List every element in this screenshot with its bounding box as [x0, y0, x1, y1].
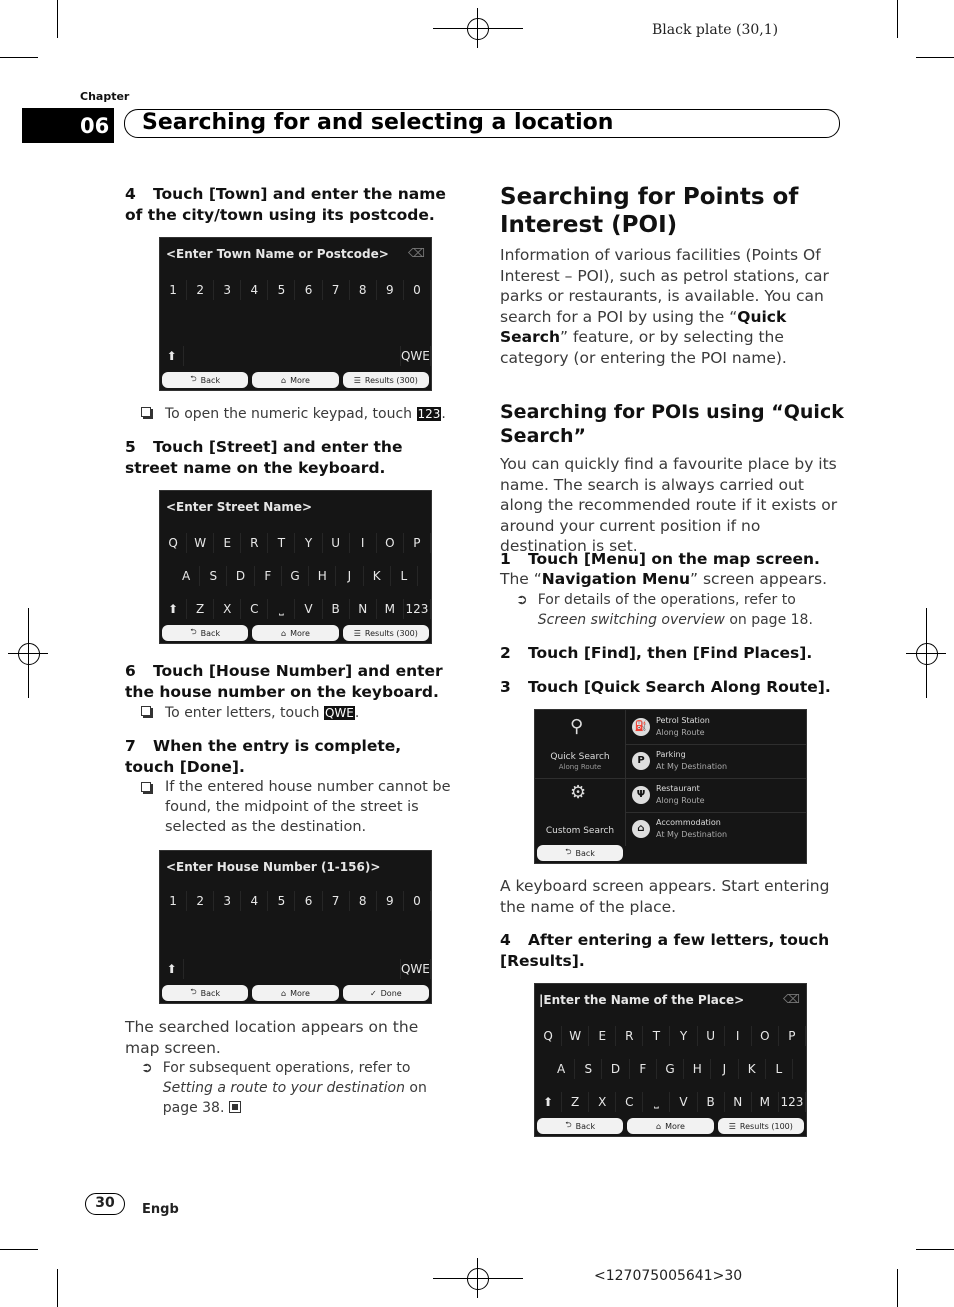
key[interactable]: X	[589, 1092, 616, 1112]
key[interactable]: N	[350, 599, 377, 619]
back-arrow-icon: ⮌	[190, 987, 197, 996]
registration-line	[433, 28, 523, 29]
key[interactable]: S	[200, 566, 227, 586]
key[interactable]: I	[350, 533, 377, 553]
letters-key-chip: QWE	[324, 706, 354, 720]
key[interactable]: X	[214, 599, 241, 619]
registration-line	[433, 1278, 523, 1279]
screen-title	[539, 984, 744, 1016]
ref-link[interactable]: Screen switching overview	[537, 612, 725, 628]
step-text: Touch [Quick Search Along Route].	[528, 678, 831, 696]
more-button[interactable]	[252, 372, 338, 388]
button-label: Back	[200, 628, 221, 638]
poi-label: Accommodation	[656, 818, 721, 827]
key-row-1	[535, 1026, 806, 1046]
keyboard-appears-paragraph: A keyboard screen appears. Start entering the name of the place.	[500, 877, 830, 916]
key[interactable]: Z	[187, 599, 214, 619]
step-number: 4	[500, 931, 511, 949]
screen-buttons	[537, 1118, 804, 1134]
key[interactable]: 4	[241, 891, 268, 911]
poi-row-petrol[interactable]	[626, 710, 806, 745]
step-number: 1	[500, 550, 511, 568]
note-text: To open the numeric keypad, touch	[165, 406, 413, 422]
note-numeric-keypad	[141, 404, 461, 424]
key-row-3	[160, 599, 431, 619]
key[interactable]: C	[616, 1092, 643, 1112]
key[interactable]: U	[698, 1026, 725, 1046]
crop-mark	[916, 57, 954, 58]
more-button[interactable]	[252, 985, 338, 1001]
poi-label: Restaurant	[656, 784, 700, 793]
poi-label: Parking	[656, 750, 686, 759]
home-icon: ⌂	[281, 628, 287, 638]
shift-icon[interactable]: ⬆	[535, 1092, 562, 1112]
back-button[interactable]	[162, 372, 248, 388]
key[interactable]: Q	[535, 1026, 562, 1046]
poi-sublabel: At My Destination	[656, 830, 728, 839]
subsection-heading-quick-search: Searching for POIs using “Quick Search”	[500, 401, 844, 447]
key[interactable]: 123	[779, 1092, 806, 1112]
note-midpoint	[141, 777, 466, 837]
button-label: Back	[575, 1121, 596, 1131]
space-key[interactable]: ⎵	[643, 1092, 670, 1112]
disabled-keys	[184, 959, 401, 979]
registration-mark-icon	[467, 1268, 489, 1290]
checkmark-icon: ✓	[369, 988, 377, 998]
button-label: More	[290, 988, 310, 998]
space-key[interactable]: ⎵	[268, 599, 295, 619]
tile-sublabel: Along Route	[558, 763, 602, 771]
done-button[interactable]	[343, 985, 429, 1001]
back-arrow-icon: ⮌	[565, 1120, 572, 1129]
button-label: Back	[575, 848, 595, 858]
page-number: 30	[85, 1193, 125, 1215]
key[interactable]: 7	[323, 891, 350, 911]
step-1-menu	[500, 549, 845, 570]
note-punct: .	[441, 406, 446, 422]
key[interactable]: B	[698, 1092, 725, 1112]
poi-sublabel: At My Destination	[656, 762, 728, 771]
bottom-key-row	[160, 346, 431, 366]
step-text: Touch [House Number] and enter the house number on the keyboard.	[125, 662, 443, 701]
ref-text: For details of the operations, refer to	[537, 592, 796, 608]
button-label: More	[665, 1121, 685, 1131]
chapter-title: Searching for and selecting a location	[142, 110, 614, 135]
cursor-bar: |	[539, 993, 544, 1007]
street-entry-screen	[159, 490, 432, 644]
key[interactable]: R	[241, 533, 268, 553]
section-heading-poi: Searching for Points of Interest (POI)	[500, 184, 799, 238]
registration-line	[477, 1258, 478, 1298]
key[interactable]: P	[404, 533, 431, 553]
ref-text: on page 18.	[729, 612, 813, 628]
step-3-quick-search	[500, 677, 845, 698]
button-label: More	[290, 628, 310, 638]
key[interactable]: K	[364, 566, 391, 586]
list-icon: ☰	[728, 1121, 736, 1131]
home-icon: ⌂	[656, 1121, 662, 1131]
key[interactable]: P	[779, 1026, 806, 1046]
step-text: After entering a few letters, touch [Results].	[500, 931, 830, 970]
key[interactable]: 3	[214, 891, 241, 911]
key[interactable]: G	[657, 1059, 684, 1079]
home-icon: ⌂	[281, 375, 287, 385]
note-letters-key	[141, 703, 461, 723]
back-arrow-icon: ⮌	[190, 627, 197, 636]
back-button[interactable]	[537, 845, 623, 861]
step-4-results	[500, 930, 845, 972]
registration-mark-icon	[18, 643, 40, 665]
key[interactable]: 7	[323, 280, 350, 300]
step-text: Touch [Menu] on the map screen.	[528, 550, 820, 568]
crop-mark	[57, 1269, 58, 1307]
quick-search-paragraph: You can quickly find a favourite place by its name. The search is always carried out along the recommended route if it exists or around your current position if no destination is set.	[500, 455, 838, 555]
key[interactable]: A	[173, 566, 200, 586]
end-mark-icon	[229, 1101, 241, 1113]
key[interactable]: M	[377, 599, 404, 619]
step-text: Touch [Find], then [Find Places].	[528, 644, 813, 662]
button-label: Results (100)	[739, 1121, 793, 1131]
letters-key[interactable]: QWE	[401, 959, 431, 979]
key[interactable]: 2	[187, 280, 214, 300]
poi-row-parking[interactable]	[626, 744, 806, 779]
key[interactable]: 4	[241, 280, 268, 300]
step-7-done	[125, 736, 455, 778]
step-number: 4	[125, 185, 136, 203]
language-code: Engb	[142, 1202, 179, 1217]
custom-search-tile[interactable]	[535, 778, 626, 846]
registration-line	[926, 608, 927, 698]
arrow-bullet-icon: ➲	[516, 592, 528, 608]
shift-icon[interactable]: ⬆	[160, 346, 184, 366]
step-2-find	[500, 643, 845, 664]
poi-row-restaurant[interactable]	[626, 778, 806, 813]
key[interactable]: 8	[350, 280, 377, 300]
intro-text: ” feature, or by selecting the category (or entering the POI name).	[500, 328, 787, 367]
key[interactable]: L	[766, 1059, 793, 1079]
key[interactable]: C	[241, 599, 268, 619]
button-label: More	[290, 375, 310, 385]
petrol-station-icon: ⛽	[632, 718, 650, 736]
key[interactable]: H	[684, 1059, 711, 1079]
button-label: Back	[200, 988, 221, 998]
house-number-screen	[159, 850, 432, 1004]
key[interactable]: 0	[404, 280, 431, 300]
more-button[interactable]	[252, 625, 338, 641]
key[interactable]: 6	[295, 280, 322, 300]
result-paragraph: The searched location appears on the map screen.	[125, 1018, 419, 1057]
crop-mark	[0, 1249, 38, 1250]
step-1-result	[500, 569, 845, 590]
step-1-reference	[516, 590, 841, 630]
back-button[interactable]	[162, 625, 248, 641]
disabled-keys	[184, 346, 401, 366]
key[interactable]: B	[323, 599, 350, 619]
key[interactable]: Q	[160, 533, 187, 553]
letters-key[interactable]: QWE	[401, 346, 431, 366]
ref-text: For subsequent operations, refer to	[162, 1060, 411, 1076]
bottom-key-row	[160, 959, 431, 979]
key[interactable]: O	[377, 533, 404, 553]
key[interactable]: A	[548, 1059, 575, 1079]
results-button[interactable]	[718, 1118, 804, 1134]
key-row-2	[535, 1059, 806, 1079]
registration-mark-icon	[916, 643, 938, 665]
key[interactable]: O	[752, 1026, 779, 1046]
key[interactable]: 9	[377, 280, 404, 300]
screen-title: <Enter Street Name>	[166, 500, 313, 514]
key[interactable]: 5	[268, 280, 295, 300]
registration-line	[477, 8, 478, 48]
poi-sublabel: Along Route	[656, 796, 705, 805]
quick-search-tile[interactable]	[535, 710, 626, 779]
reference-note	[141, 1058, 461, 1118]
screen-title: <Enter House Number (1-156)>	[166, 860, 381, 874]
key[interactable]: 9	[377, 891, 404, 911]
crop-mark	[0, 57, 38, 58]
key[interactable]: I	[725, 1026, 752, 1046]
tile-label: Quick Search	[550, 752, 610, 762]
title-text: Enter the Name of the Place>	[543, 993, 745, 1007]
key[interactable]: K	[739, 1059, 766, 1079]
backspace-icon[interactable]: ⌫	[783, 992, 800, 1006]
step-number: 7	[125, 737, 136, 755]
numeric-key-row	[160, 280, 431, 300]
screen-buttons	[162, 372, 429, 388]
back-button[interactable]	[162, 985, 248, 1001]
key[interactable]: F	[630, 1059, 657, 1079]
key[interactable]: R	[616, 1026, 643, 1046]
button-label: Done	[380, 988, 402, 998]
key[interactable]: F	[255, 566, 282, 586]
step-6-house-number	[125, 661, 455, 703]
button-label: Results (300)	[364, 628, 418, 638]
checkbox-bullet-icon	[141, 782, 151, 792]
numeric-key-chip: 123	[417, 407, 441, 421]
key[interactable]: N	[725, 1092, 752, 1112]
plate-label: Black plate (30,1)	[652, 22, 779, 38]
key[interactable]: D	[602, 1059, 629, 1079]
key[interactable]: 8	[350, 891, 377, 911]
intro-text: Information of various facilities (Points Of Interest – POI), such as petrol stations, car parks or restaurants, is available. You can search for a POI by using the “	[500, 246, 829, 326]
key[interactable]: D	[227, 566, 254, 586]
key[interactable]: J	[336, 566, 363, 586]
key[interactable]: 3	[214, 280, 241, 300]
screen-title: <Enter Town Name or Postcode>	[166, 247, 389, 261]
step-number: 3	[500, 678, 511, 696]
key[interactable]: 0	[404, 891, 431, 911]
list-icon: ☰	[353, 375, 361, 385]
backspace-icon[interactable]: ⌫	[408, 246, 425, 260]
key[interactable]: G	[282, 566, 309, 586]
find-places-screen	[534, 709, 807, 864]
screen-buttons	[162, 625, 429, 641]
crop-mark	[57, 0, 58, 38]
note-text: To enter letters, touch	[165, 705, 320, 721]
back-button[interactable]	[537, 1118, 623, 1134]
key[interactable]: 6	[295, 891, 322, 911]
step-4-town	[125, 184, 455, 226]
key-row-1	[160, 533, 431, 553]
parking-icon: P	[632, 752, 650, 770]
document-id: <127075005641>30	[594, 1268, 743, 1284]
key[interactable]: W	[562, 1026, 589, 1046]
key[interactable]: J	[711, 1059, 738, 1079]
result-text: ” screen appears.	[690, 570, 828, 588]
back-arrow-icon: ⮌	[565, 847, 572, 856]
tile-label: Custom Search	[545, 826, 615, 836]
key[interactable]: H	[309, 566, 336, 586]
note-punct: .	[354, 705, 360, 721]
arrow-bullet-icon: ➲	[141, 1060, 153, 1076]
key[interactable]: V	[295, 599, 322, 619]
chapter-label: Chapter	[80, 90, 130, 103]
crop-mark	[897, 0, 898, 38]
result-bold: Navigation Menu	[541, 570, 691, 588]
back-arrow-icon: ⮌	[190, 374, 197, 383]
note-text: If the entered house number cannot be found, the midpoint of the street is selected as the destination.	[165, 779, 451, 835]
checkbox-bullet-icon	[141, 407, 151, 417]
step-text: When the entry is complete, touch [Done].	[125, 737, 402, 776]
step-number: 6	[125, 662, 136, 680]
key[interactable]: 5	[268, 891, 295, 911]
place-name-screen	[534, 983, 807, 1137]
ref-text: on page 38.	[162, 1080, 427, 1116]
registration-line	[28, 608, 29, 698]
step-number: 5	[125, 438, 136, 456]
poi-row-accommodation[interactable]	[626, 812, 806, 846]
shift-icon[interactable]: ⬆	[160, 959, 184, 979]
numeric-key-row	[160, 891, 431, 911]
key[interactable]: Y	[295, 533, 322, 553]
key-row-2	[160, 566, 431, 586]
quick-search-icon: ⚲	[570, 716, 584, 737]
key[interactable]: V	[670, 1092, 697, 1112]
town-entry-screen	[159, 237, 432, 391]
button-label: Back	[200, 375, 221, 385]
results-button[interactable]	[343, 372, 429, 388]
checkbox-bullet-icon	[141, 706, 151, 716]
key[interactable]: 123	[404, 599, 431, 619]
key-row-3	[535, 1092, 806, 1112]
poi-intro	[500, 245, 845, 368]
shift-icon[interactable]: ⬆	[160, 599, 187, 619]
custom-search-icon: ⚙	[570, 782, 587, 803]
chapter-number: 06	[22, 108, 114, 143]
key[interactable]: M	[752, 1092, 779, 1112]
results-button[interactable]	[343, 625, 429, 641]
key[interactable]: 1	[160, 891, 187, 911]
step-5-street	[125, 437, 455, 479]
key[interactable]: Y	[670, 1026, 697, 1046]
key[interactable]: L	[391, 566, 418, 586]
key[interactable]: Z	[562, 1092, 589, 1112]
poi-label: Petrol Station	[656, 716, 710, 725]
key[interactable]: 2	[187, 891, 214, 911]
intro-bold: Quick Search	[500, 307, 787, 346]
key[interactable]: U	[323, 533, 350, 553]
key[interactable]: T	[268, 533, 295, 553]
registration-mark-icon	[467, 18, 489, 40]
screen-buttons	[162, 985, 429, 1001]
key[interactable]: S	[575, 1059, 602, 1079]
poi-sublabel: Along Route	[656, 728, 705, 737]
more-button[interactable]	[627, 1118, 713, 1134]
key[interactable]: 1	[160, 280, 187, 300]
restaurant-icon: Ψ	[632, 786, 650, 804]
key[interactable]: E	[214, 533, 241, 553]
key[interactable]: W	[187, 533, 214, 553]
key[interactable]: E	[589, 1026, 616, 1046]
crop-mark	[897, 1269, 898, 1307]
step-number: 2	[500, 644, 511, 662]
step-text: Touch [Street] and enter the street name on the keyboard.	[125, 438, 403, 477]
key[interactable]: T	[643, 1026, 670, 1046]
crop-mark	[916, 1249, 954, 1250]
ref-link[interactable]: Setting a route to your destination	[162, 1080, 405, 1096]
list-icon: ☰	[353, 628, 361, 638]
step-text: Touch [Town] and enter the name of the city/town using its postcode.	[125, 185, 446, 224]
accommodation-icon: ⌂	[632, 820, 650, 838]
result-text: The “	[500, 570, 542, 588]
home-icon: ⌂	[281, 988, 287, 998]
button-label: Results (300)	[364, 375, 418, 385]
